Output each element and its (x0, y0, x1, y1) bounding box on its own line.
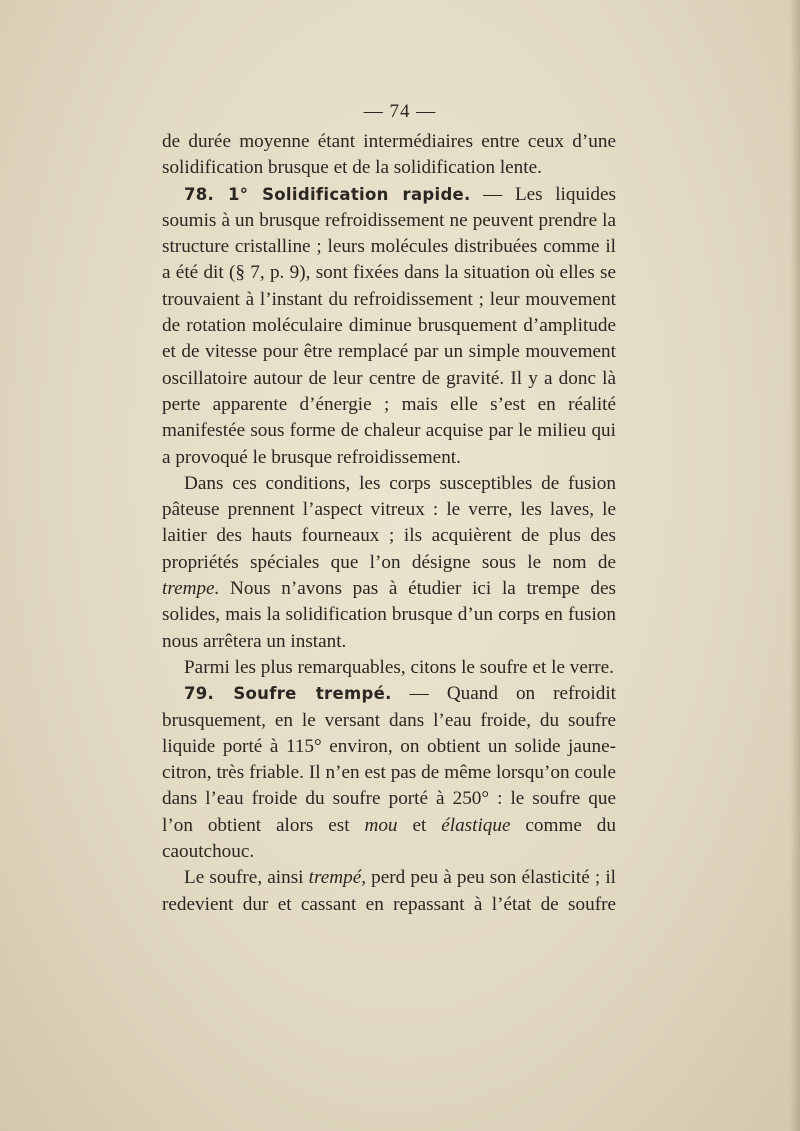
paragraph-1 (162, 129, 616, 182)
paragraph-5 (162, 681, 616, 865)
paragraph-2 (162, 182, 616, 471)
paragraph-5-text-b: et (397, 814, 442, 836)
page-edge-shadow (790, 0, 800, 1131)
term-elastique: élastique (441, 814, 511, 836)
paragraph-2-text: — Les liquides soumis à un brusque refroidissement ne peuvent prendre la structure cristalline ; leurs molécules distribuées comme il a été dit (§ 7, p. 9), sont fixées dans la situation où elles se trouvaient à l’instant du refroidissement ; leur mouvement de rotation moléculaire diminue brusquement d’amplitude et de vitesse pour être remplacé par un simple mouvement oscillatoire autour de leur centre de gravité. Il y a donc là perte apparente d’énergie ; mais elle s’est en réalité manifestée sous forme de chaleur acquise par le milieu qui a provoqué le brusque refroidissement. (162, 183, 616, 468)
paragraph-6-text-b: perd peu à peu son élasticité ; il redevient dur et cassant en repassant à l’état de soufre (162, 867, 616, 915)
paragraph-6 (162, 865, 616, 918)
term-trempe: trempe. (162, 578, 220, 600)
page-number: — 74 — (363, 101, 437, 122)
term-trempe-2: trempé, (308, 867, 367, 889)
section-79-heading: 79. Soufre trempé. (184, 684, 392, 704)
paragraph-6-text-a: Le soufre, ainsi (184, 867, 309, 889)
section-78-heading: 78. 1° Solidification rapide. (184, 184, 471, 204)
paragraph-3-text-b: Nous n’avons pas à étudier ici la trempe des solides, mais la solidification brusque d’un corps en fusion nous arrêtera un instant. (162, 578, 616, 652)
paragraph-3 (162, 471, 616, 655)
paragraph-1-text: de durée moyenne étant intermédiaires entre ceux d’une solidification brusque et de la solidification lente. (162, 131, 616, 179)
paragraph-5-text-a: — Quand on refroidit brusquement, en le versant dans l’eau froide, du soufre liquide porté à 115° environ, on obtient un solide jaune-citron, très friable. Il n’en est pas de même lorsqu’on coule dans l’eau froide du soufre porté à 250° : le soufre que l’on obtient alors est (162, 683, 616, 836)
paragraph-4 (162, 655, 616, 681)
term-mou: mou (364, 814, 398, 836)
paragraph-3-text-a: Dans ces conditions, les corps susceptibles de fusion pâteuse prennent l’aspect vitreux : le verre, les laves, le laitier des hauts fourneaux ; ils acquièrent de plus des propriétés spéciales que l’on désigne sous le nom de (162, 472, 616, 573)
paragraph-4-text: Parmi les plus remarquables, citons le soufre et le verre. (184, 656, 614, 678)
paragraph-5-text-c: comme du caoutchouc. (162, 814, 616, 863)
page-body (162, 129, 616, 918)
